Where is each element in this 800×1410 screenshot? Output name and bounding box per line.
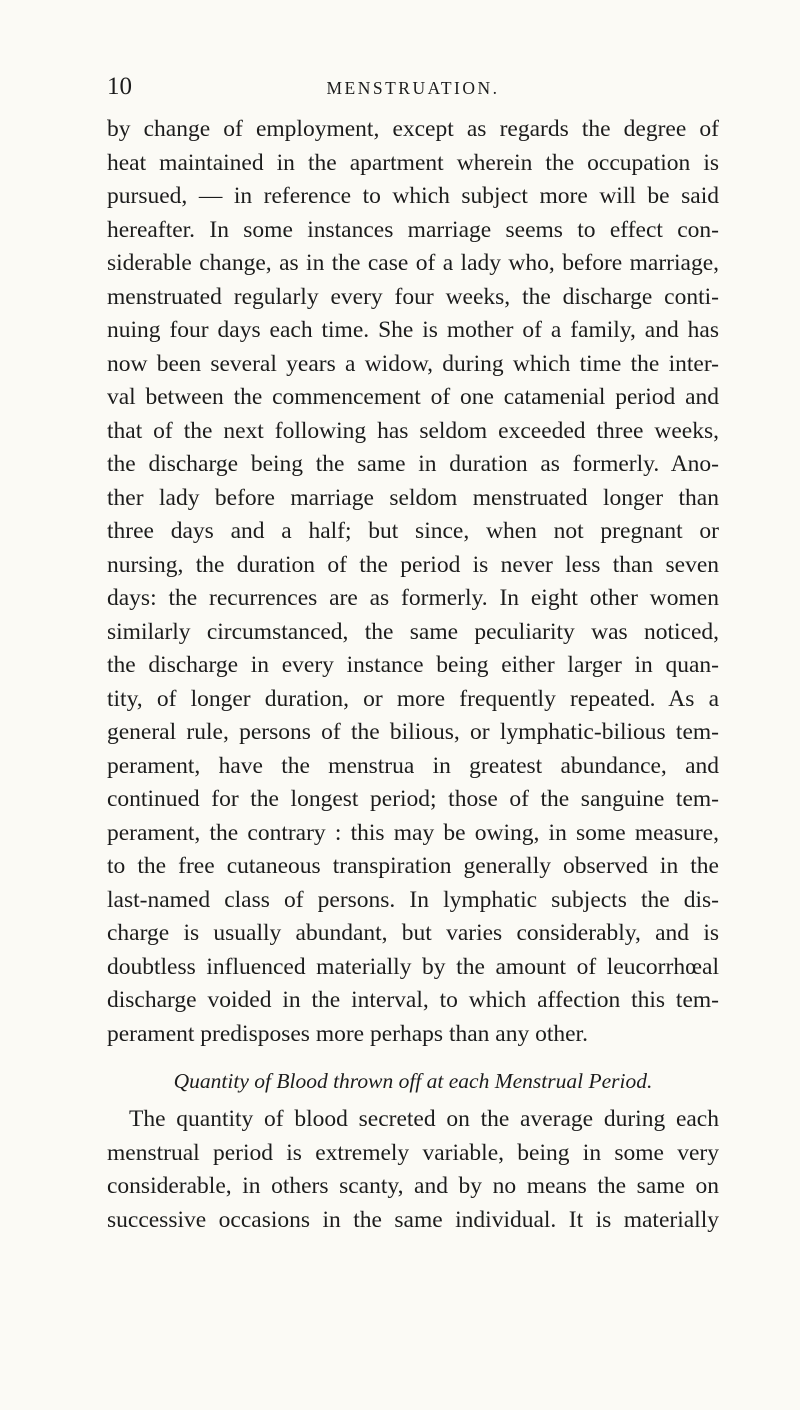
text-line: to the free cutaneous transpiration generally observed in the (107, 853, 719, 879)
text-line: siderable change, as in the case of a lady who, before marriage, (107, 250, 719, 276)
text-line: tity, of longer duration, or more frequently repeated. As a (107, 685, 719, 712)
text-line: last-named class of persons. In lymphatic subjects the dis- (107, 886, 719, 913)
text-line: perament, have the menstrua in greatest abundance, and (107, 752, 719, 779)
text-line: nuing four days each time. She is mother of a family, and has (107, 317, 719, 343)
text-line: perament predisposes more perhaps than any other. (107, 1020, 588, 1047)
text-line: the discharge in every instance being either larger in quan- (107, 652, 719, 678)
text-line: doubtless influenced materially by the amount of leucorrhœal (107, 953, 719, 980)
paragraph-1 (107, 113, 719, 1051)
text-line: The quantity of blood secreted on the average during each (129, 1106, 719, 1132)
running-title: MENSTRUATION. (326, 78, 500, 98)
paragraph-2 (107, 1103, 719, 1237)
text-line: now been several years a widow, during which time the inter- (107, 350, 719, 377)
text-line: considerable, in others scanty, and by no means the same on (107, 1173, 719, 1199)
text-line: the discharge being the same in duration as formerly. Ano- (107, 451, 719, 477)
section-heading: Quantity of Blood thrown off at each Menstrual Period. (173, 1069, 653, 1093)
text-line: three days and a half; but since, when not pregnant or (107, 518, 719, 544)
page-number: 10 (107, 73, 132, 100)
text-line: menstruated regularly every four weeks, the discharge conti- (107, 283, 719, 310)
text-line: charge is usually abundant, but varies considerably, and is (107, 920, 719, 946)
text-line: by change of employment, except as regards the degree of (107, 116, 719, 142)
text-line: hereafter. In some instances marriage seems to effect con- (107, 216, 719, 243)
text-line: discharge voided in the interval, to which affection this tem- (107, 987, 719, 1013)
running-head (107, 72, 719, 106)
text-line: ther lady before marriage seldom menstruated longer than (107, 484, 719, 511)
text-line: similarly circumstanced, the same peculiarity was noticed, (107, 618, 719, 645)
text-line: general rule, persons of the bilious, or lymphatic-bilious tem- (107, 719, 719, 745)
text-line: successive occasions in the same individual. It is materially (107, 1206, 719, 1233)
text-line: pursued, — in reference to which subject more will be said (107, 183, 719, 209)
text-line: menstrual period is extremely variable, being in some very (107, 1139, 719, 1166)
text-line: val between the commencement of one catamenial period and (107, 384, 719, 410)
text-line: that of the next following has seldom exceeded three weeks, (107, 417, 719, 444)
text-line: nursing, the duration of the period is never less than seven (107, 551, 719, 578)
text-line: heat maintained in the apartment wherein the occupation is (107, 149, 719, 176)
text-line: continued for the longest period; those of the sanguine tem- (107, 786, 719, 812)
text-line: days: the recurrences are as formerly. In eight other women (107, 585, 719, 611)
body-text (107, 113, 719, 1237)
text-line: perament, the contrary : this may be owing, in some measure, (107, 819, 719, 846)
